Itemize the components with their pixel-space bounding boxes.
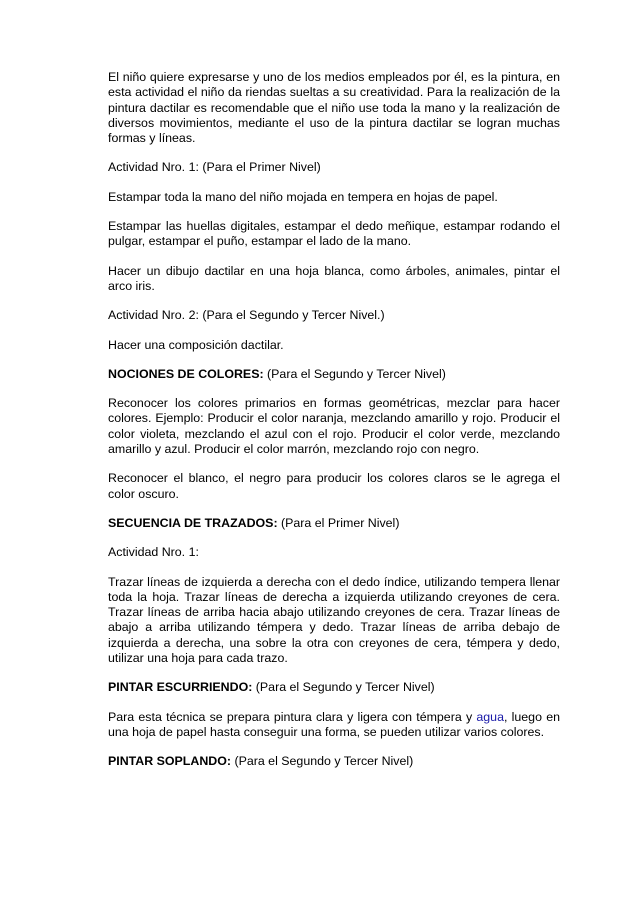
blow-section-heading	[108, 754, 560, 769]
document-page	[108, 70, 560, 784]
activity-2-item: Hacer una composición dactilar.	[108, 337, 284, 352]
drip-section-heading	[108, 680, 560, 695]
intro-paragraph: El niño quiere expresarse y uno de los medios empleados por él, es la pintura, en esta actividad el niño da riendas sueltas a su creatividad. Para la realización de la pintura dactilar es recomendable que el niño use toda la mano y la realización de diversos movimientos, mediante el uso de la pintura dactilar se logran muchas formas y líneas.	[108, 70, 560, 146]
drip-section-title: PINTAR ESCURRIENDO:	[108, 680, 253, 695]
colors-paragraph-light: Reconocer el blanco, el negro para producir los colores claros se le agrega el color oscuro.	[108, 471, 560, 501]
colors-paragraph-primary: Reconocer los colores primarios en formas geométricas, mezclar para hacer colores. Ejemplo: Producir el color naranja, mezclando amarillo y rojo. Producir el color violeta, mezclando el azul con el rojo. Producir el color verde, mezclando amarillo y azul. Producir el color marrón, mezclando rojo con negro.	[108, 396, 560, 457]
strokes-section-level: (Para el Primer Nivel)	[277, 515, 400, 530]
drip-section-level: (Para el Segundo y Tercer Nivel)	[252, 680, 435, 695]
blow-section-level: (Para el Segundo y Tercer Nivel)	[231, 754, 414, 769]
strokes-section-heading	[108, 516, 560, 531]
activity-2-heading: Actividad Nro. 2: (Para el Segundo y Tercer Nivel.)	[108, 308, 385, 323]
activity-1-item-drawing: Hacer un dibujo dactilar en una hoja blanca, como árboles, animales, pintar el arco iris.	[108, 263, 560, 293]
activity-1-item-hand: Estampar toda la mano del niño mojada en tempera en hojas de papel.	[108, 189, 498, 204]
colors-section-title: NOCIONES DE COLORES:	[108, 366, 264, 381]
drip-paragraph	[108, 710, 560, 741]
strokes-paragraph: Trazar líneas de izquierda a derecha con el dedo índice, utilizando tempera llenar toda la hoja. Trazar líneas de derecha a izquierda utilizando creyones de cera. Trazar líneas de arriba hacia abajo utilizando creyones de cera. Trazar líneas de abajo a arriba utilizando témpera y dedo. Trazar líneas de arriba debajo de izquierda a derecha, una sobre la otra con creyones de cera, témpera y dedo, utilizar una hoja para cada trazo.	[108, 574, 560, 666]
activity-1-item-prints: Estampar las huellas digitales, estampar el dedo meñique, estampar rodando el pulgar, estampar el puño, estampar el lado de la mano.	[108, 219, 560, 249]
colors-section-heading	[108, 367, 560, 382]
colors-section-level: (Para el Segundo y Tercer Nivel)	[263, 366, 446, 381]
activity-1-heading: Actividad Nro. 1: (Para el Primer Nivel)	[108, 160, 321, 175]
blow-section-title: PINTAR SOPLANDO:	[108, 754, 231, 769]
strokes-section-title: SECUENCIA DE TRAZADOS:	[108, 515, 278, 530]
drip-text-after: , luego en una hoja de papel hasta conseguir una forma, se pueden utilizar varios colores.	[108, 709, 560, 739]
agua-link[interactable]: agua	[476, 709, 504, 724]
strokes-activity-heading: Actividad Nro. 1:	[108, 545, 199, 560]
drip-text-before: Para esta técnica se prepara pintura clara y ligera con témpera y	[108, 709, 477, 724]
